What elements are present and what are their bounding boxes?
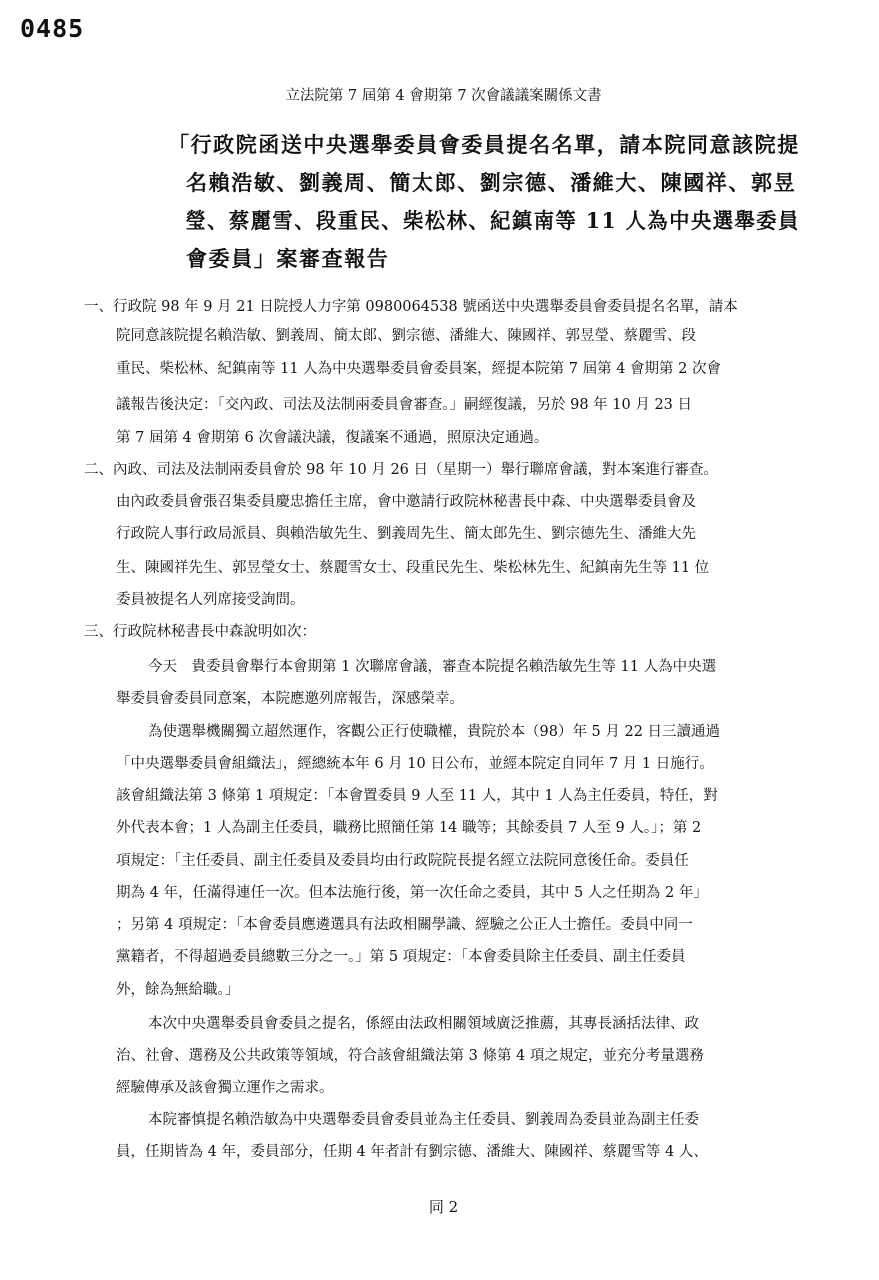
title-line: 瑩、蔡麗雪、段重民、柴松林、紀鎮南等 11 人為中央選舉委員 bbox=[185, 208, 800, 233]
section-1-line: 第 7 屆第 4 會期第 6 次會議決議，復議案不通過，照原決定通過。 bbox=[116, 430, 549, 446]
statement-line: 本次中央選舉委員會委員之提名，係經由法政相關領域廣泛推薦，其專長涵括法律、政 bbox=[148, 1016, 699, 1032]
section-2-line: 行政院人事行政局派員、與賴浩敏先生、劉義周先生、簡太郎先生、劉宗德先生、潘維大先 bbox=[116, 526, 696, 542]
statement-line: 外，餘為無給職。」 bbox=[116, 982, 240, 998]
section-1-line: 議報告後決定：「交內政、司法及法制兩委員會審查。」嗣經復議，另於 98 年 10 月 23 日 bbox=[116, 397, 693, 413]
statement-line: 舉委員會委員同意案，本院應邀列席報告，深感榮幸。 bbox=[116, 691, 464, 707]
document-header: 立法院第 7 屆第 4 會期第 7 次會議議案關係文書 bbox=[285, 88, 602, 104]
section-2-line: 生、陳國祥先生、郭昱瑩女士、蔡麗雪女士、段重民先生、柴松林先生、紀鎮南先生等 11 位 bbox=[116, 560, 710, 576]
page-number: 0485 bbox=[20, 14, 85, 43]
statement-line: 經驗傳承及該會獨立運作之需求。 bbox=[116, 1080, 334, 1096]
section-3-heading: 三、行政院林秘書長中森說明如次： bbox=[84, 624, 316, 640]
statement-line: 項規定：「主任委員、副主任委員及委員均由行政院院長提名經立法院同意後任命。委員任 bbox=[116, 853, 689, 869]
section-1-line: 院同意該院提名賴浩敏、劉義周、簡太郎、劉宗德、潘維大、陳國祥、郭昱瑩、蔡麗雪、段 bbox=[116, 328, 696, 344]
statement-line: 「中央選舉委員會組織法」，經總統本年 6 月 10 日公布，並經本院定自同年 7 月 1 日施行。 bbox=[116, 756, 714, 772]
title-line: 「行政院函送中央選舉委員會委員提名名單，請本院同意該院提 bbox=[168, 132, 800, 157]
section-1-line: 一、行政院 98 年 9 月 21 日院授人力字第 0980064538 號函送中央選舉委員會委員提名名單，請本 bbox=[84, 299, 738, 315]
title-line: 會委員」案審查報告 bbox=[186, 246, 390, 271]
statement-line: ；另第 4 項規定：「本會委員應遴選具有法政相關學識、經驗之公正人士擔任。委員中同一 bbox=[116, 917, 693, 933]
section-2-line: 二、內政、司法及法制兩委員會於 98 年 10 月 26 日（星期一）舉行聯席會議，對本案進行審查。 bbox=[84, 462, 719, 478]
statement-line: 本院審慎提名賴浩敏為中央選舉委員會委員並為主任委員、劉義周為委員並為副主任委 bbox=[148, 1112, 699, 1128]
statement-line: 今天 貴委員會舉行本會期第 1 次聯席會議，審查本院提名賴浩敏先生等 11 人為中央選 bbox=[148, 659, 717, 675]
statement-line: 黨籍者，不得超過委員總數三分之一。」第 5 項規定：「本會委員除主任委員、副主任委員 bbox=[116, 949, 686, 965]
page-footer: 同 2 bbox=[428, 1198, 459, 1216]
section-2-line: 委員被提名人列席接受詢問。 bbox=[116, 592, 305, 608]
section-2-line: 由內政委員會張召集委員慶忠擔任主席，會中邀請行政院林秘書長中森、中央選舉委員會及 bbox=[116, 494, 696, 510]
report-title bbox=[168, 126, 798, 278]
title-line: 名賴浩敏、劉義周、簡太郎、劉宗德、潘維大、陳國祥、郭昱 bbox=[186, 170, 797, 195]
section-1-line: 重民、柴松林、紀鎮南等 11 人為中央選舉委員會委員案，經提本院第 7 屆第 4 會期第 2 次會 bbox=[116, 361, 721, 377]
statement-line: 治、社會、選務及公共政策等領域，符合該會組織法第 3 條第 4 項之規定，並充分考量選務 bbox=[116, 1048, 704, 1064]
statement-line: 該會組織法第 3 條第 1 項規定：「本會置委員 9 人至 11 人，其中 1 人為主任委員，特任，對 bbox=[116, 788, 718, 804]
statement-line: 期為 4 年，任滿得連任一次。但本法施行後，第一次任命之委員，其中 5 人之任期為 2 年」 bbox=[116, 885, 708, 901]
statement-line: 外代表本會；1 人為副主任委員，職務比照簡任第 14 職等；其餘委員 7 人至 9 人。」；第 2 bbox=[116, 820, 702, 836]
statement-line: 員，任期皆為 4 年，委員部分，任期 4 年者計有劉宗德、潘維大、陳國祥、蔡麗雪等 4 人、 bbox=[116, 1144, 708, 1160]
statement-line: 為使選舉機關獨立超然運作，客觀公正行使職權，貴院於本（98）年 5 月 22 日三讀通過 bbox=[148, 724, 721, 740]
